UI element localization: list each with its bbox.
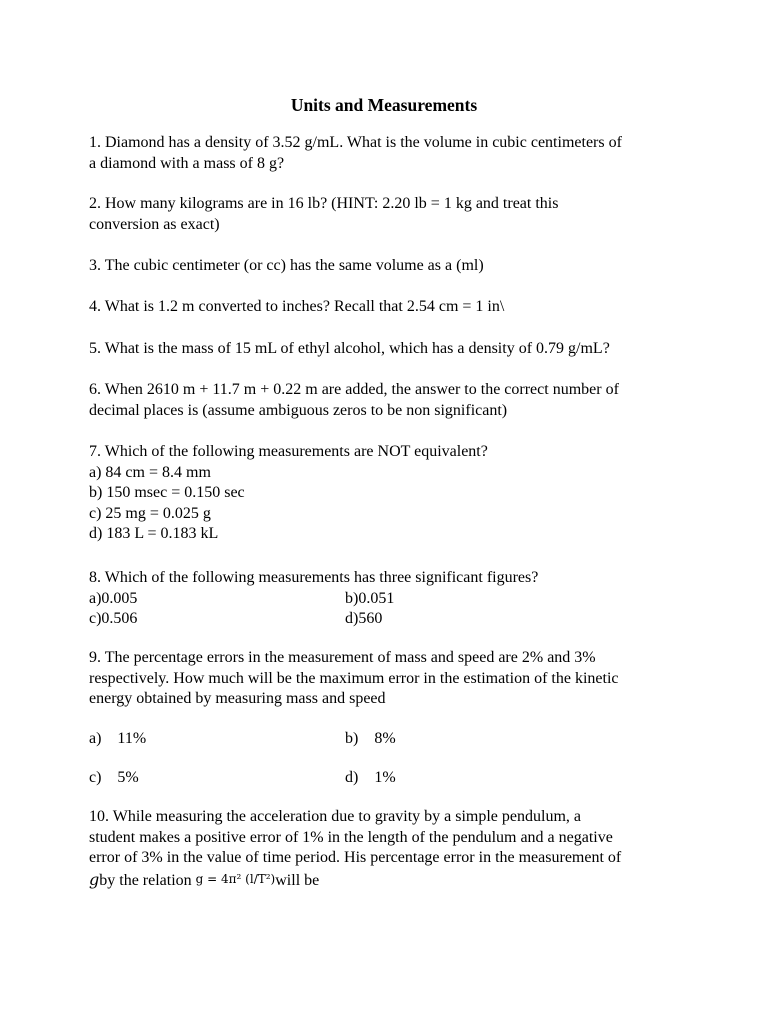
answer-option: b) 150 msec = 0.150 sec bbox=[89, 484, 245, 501]
answer-option: b) 8% bbox=[345, 730, 396, 747]
answer-option: d) 183 L = 0.183 kL bbox=[89, 525, 219, 542]
question-text: 6. When 2610 m + 11.7 m + 0.22 m are added, the answer to the correct number of bbox=[89, 381, 619, 398]
question-9 bbox=[89, 648, 689, 710]
answer-option: a) 11% bbox=[89, 730, 147, 747]
question-text: 10. While measuring the acceleration due to gravity by a simple pendulum, a bbox=[89, 808, 581, 825]
question-text: energy obtained by measuring mass and speed bbox=[89, 690, 386, 707]
question-text: decimal places is (assume ambiguous zeros to be non significant) bbox=[89, 401, 508, 419]
answer-option: c) 25 mg = 0.025 g bbox=[89, 504, 211, 522]
question-text: 7. Which of the following measurements are NOT equivalent? bbox=[89, 443, 488, 460]
pendulum-formula: g = 4π² (l/T²) bbox=[195, 871, 276, 886]
g-symbol: g bbox=[89, 869, 100, 889]
question-3 bbox=[89, 256, 689, 277]
question-text: 5. What is the mass of 15 mL of ethyl alcohol, which has a density of 0.79 g/mL? bbox=[89, 340, 610, 357]
question-text: will be bbox=[275, 871, 320, 889]
question-2 bbox=[89, 194, 689, 235]
question-4 bbox=[89, 297, 689, 318]
question-text: by the relation bbox=[99, 871, 196, 889]
question-7 bbox=[89, 442, 689, 545]
page-title: Units and Measurements bbox=[290, 95, 478, 115]
question-text: 8. Which of the following measurements has three significant figures? bbox=[89, 569, 539, 586]
question-text: a diamond with a mass of 8 g? bbox=[89, 154, 285, 172]
question-text: error of 3% in the value of time period. His percentage error in the measurement of bbox=[89, 849, 622, 866]
question-text: respectively. How much will be the maximum error in the estimation of the kinetic bbox=[89, 669, 619, 687]
question-8 bbox=[89, 568, 689, 589]
question-1 bbox=[89, 133, 689, 174]
answer-option: d) 1% bbox=[345, 769, 396, 786]
answer-option: c) 5% bbox=[89, 769, 139, 786]
question-text-with-formula bbox=[89, 869, 689, 892]
answer-option: a)0.005 bbox=[89, 590, 138, 607]
answer-option: a) 84 cm = 8.4 mm bbox=[89, 463, 211, 481]
answer-option: b)0.051 bbox=[345, 590, 395, 607]
question-text: 3. The cubic centimeter (or cc) has the same volume as a (ml) bbox=[89, 257, 484, 274]
question-5 bbox=[89, 339, 689, 360]
question-6 bbox=[89, 380, 689, 421]
answer-option: c)0.506 bbox=[89, 610, 138, 627]
question-text: 2. How many kilograms are in 16 lb? (HINT: 2.20 lb = 1 kg and treat this bbox=[89, 195, 559, 212]
question-text: 9. The percentage errors in the measurement of mass and speed are 2% and 3% bbox=[89, 649, 596, 666]
answer-option: d)560 bbox=[345, 610, 383, 627]
question-text: student makes a positive error of 1% in the length of the pendulum and a negative bbox=[89, 828, 613, 846]
question-text: conversion as exact) bbox=[89, 215, 220, 233]
question-text: 4. What is 1.2 m converted to inches? Recall that 2.54 cm = 1 in\ bbox=[89, 298, 505, 315]
question-text: 1. Diamond has a density of 3.52 g/mL. What is the volume in cubic centimeters of bbox=[89, 134, 622, 151]
question-10 bbox=[89, 807, 689, 891]
